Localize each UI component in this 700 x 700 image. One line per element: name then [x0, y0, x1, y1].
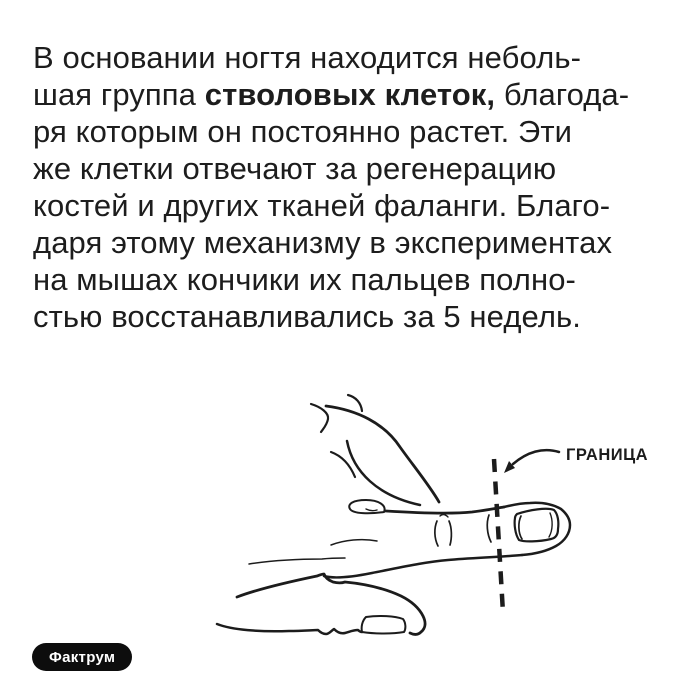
text-line [33, 113, 697, 150]
curled-finger-sketch [311, 395, 439, 513]
finger-sketch-illustration [140, 375, 670, 645]
text-line [33, 224, 697, 261]
bold-text-segment: стволовых клеток, [204, 77, 496, 112]
text-line [33, 76, 697, 113]
text-segment: стью восстанавливались за 5 недель. [33, 299, 581, 334]
text-segment: же клетки отвечают за регенерацию [33, 151, 557, 186]
boundary-label: ГРАНИЦА [566, 446, 649, 464]
fist-sketch [217, 574, 425, 634]
boundary-arrow [504, 450, 559, 473]
text-segment: ря которым он постоянно растет. Эти [33, 114, 573, 149]
faktrum-logo-badge [32, 643, 132, 671]
text-segment: благода- [495, 77, 630, 112]
text-line [33, 261, 697, 298]
text-line [33, 187, 697, 224]
text-segment: шая группа [33, 77, 205, 112]
text-segment: даря этому механизму в экспериментах [33, 225, 613, 260]
text-line [33, 298, 697, 335]
text-segment: костей и других тканей фаланги. Благо- [33, 188, 611, 223]
text-line [33, 150, 697, 187]
index-finger-sketch [249, 503, 570, 578]
text-line [33, 39, 697, 76]
boundary-dashed-line [494, 459, 503, 613]
logo-text: Фактрум [49, 648, 116, 666]
text-segment: В основании ногтя находится неболь- [33, 40, 581, 75]
paragraph [33, 39, 697, 335]
text-segment: на мышах кончики их пальцев полно- [33, 262, 576, 297]
